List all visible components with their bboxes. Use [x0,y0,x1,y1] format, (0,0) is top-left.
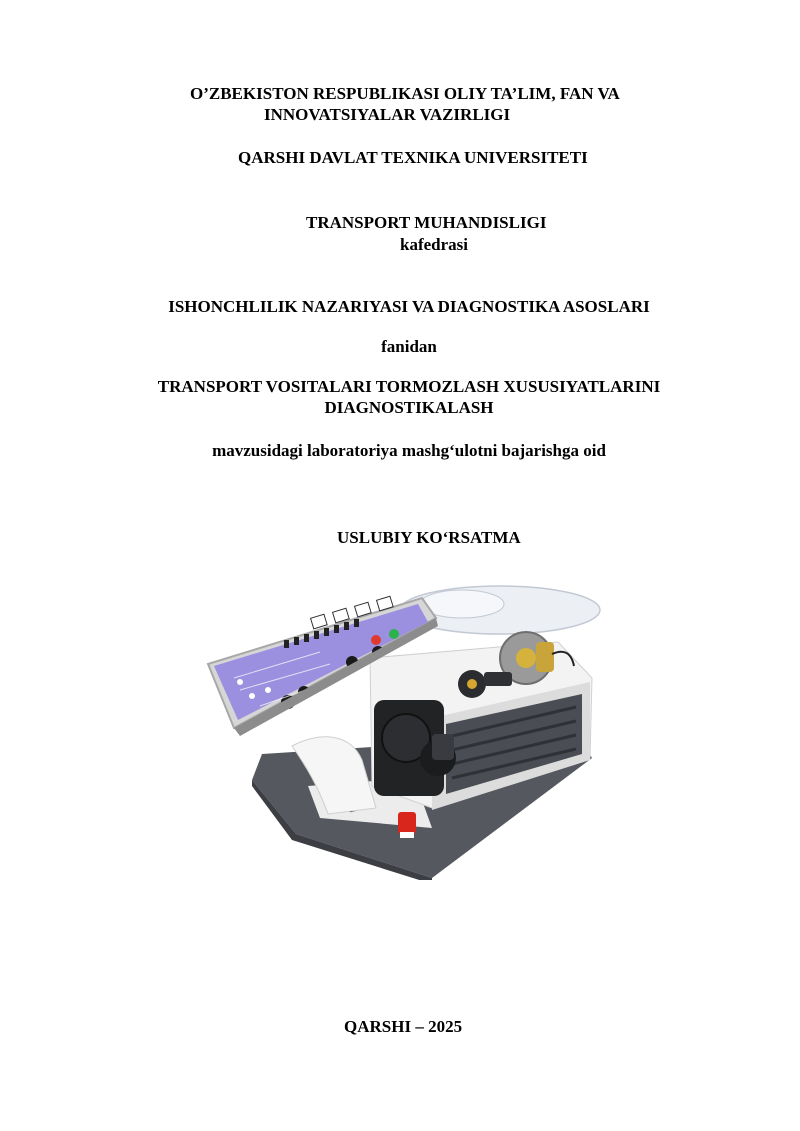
subject-suffix: fanidan [381,337,437,356]
brake-test-stand-icon [200,582,604,880]
document-type: USLUBIY KO‘RSATMA [337,528,521,547]
ministry-line-1: O’ZBEKISTON RESPUBLIKASI OLIY TA’LIM, FAN VA [190,84,620,103]
department-name: TRANSPORT MUHANDISLIGI [306,213,547,232]
ministry-line-2: INNOVATSIYALAR VAZIRLIGI [264,105,511,124]
topic-line-2: DIAGNOSTIKALASH [324,398,494,417]
city-year: QARSHI – 2025 [344,1017,463,1036]
subject-name: ISHONCHLILIK NAZARIYASI VA DIAGNOSTIKA ASOSLARI [168,297,650,316]
topic-suffix: mavzusidagi laboratoriya mashg‘ulotni bajarishga oid [212,441,606,460]
university-name: QARSHI DAVLAT TEXNIKA UNIVERSITETI [238,148,588,167]
department-suffix: kafedrasi [400,235,468,254]
topic-line-1: TRANSPORT VOSITALARI TORMOZLASH XUSUSIYATLARINI [157,377,661,396]
